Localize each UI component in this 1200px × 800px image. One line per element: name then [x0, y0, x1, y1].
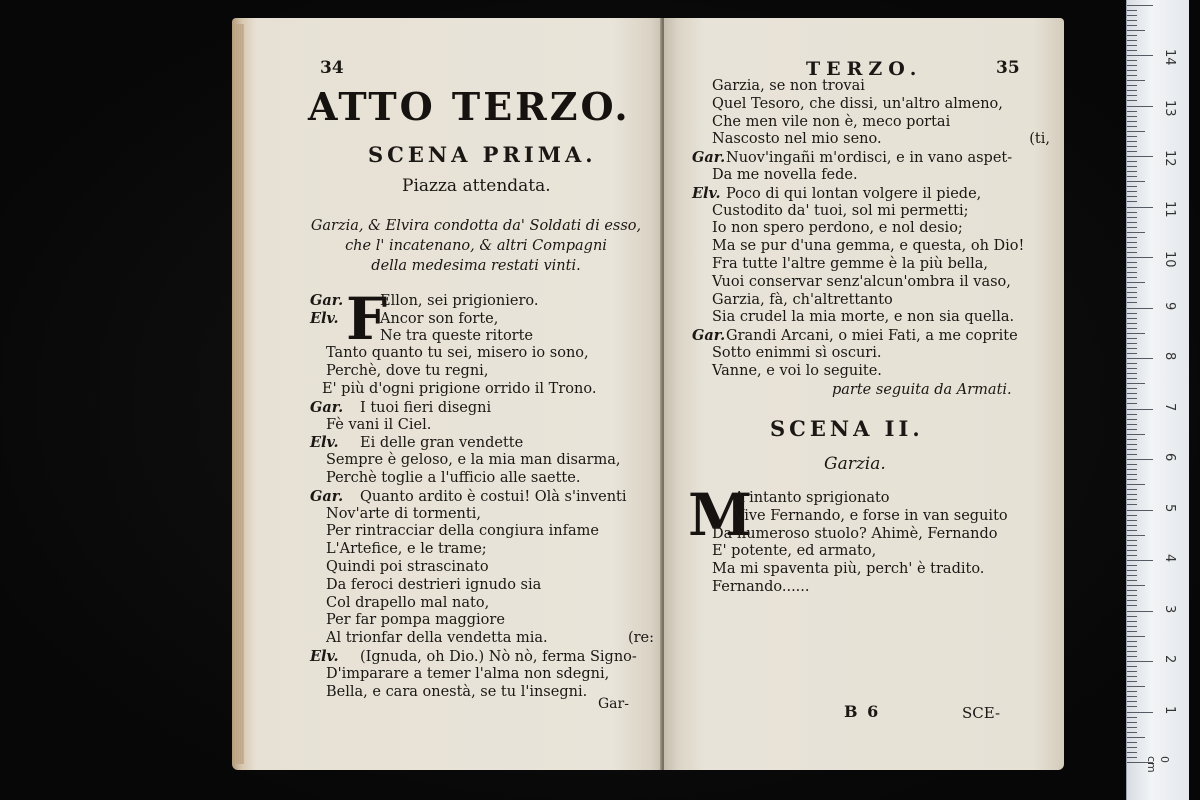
verse-text: L'Artefice, e le trame;	[326, 541, 487, 558]
ruler-tick	[1127, 439, 1137, 440]
turnover-fragment: (ti,	[1029, 131, 1050, 148]
verse-line	[692, 274, 1052, 292]
ruler-tick	[1127, 414, 1137, 415]
ruler-tick	[1127, 237, 1137, 238]
verse-text: Nuov'ingañi m'ordisci, e in vano aspet-	[726, 150, 1013, 167]
exit-direction: parte seguita da Armati.	[832, 382, 1012, 398]
verse-text: Sotto enimmi sì oscuri.	[712, 344, 882, 361]
ruler-tick	[1127, 373, 1137, 374]
ruler-tick	[1127, 737, 1145, 738]
ruler-tick	[1127, 196, 1137, 197]
ruler-tick	[1127, 383, 1145, 384]
verse-text: Quel Tesoro, che dissi, un'altro almeno,	[712, 95, 1003, 112]
ruler-tick	[1127, 681, 1137, 682]
ruler-tick	[1127, 530, 1137, 531]
ruler-tick	[1127, 540, 1137, 541]
ruler-tick	[1127, 706, 1137, 707]
ruler-tick	[1127, 575, 1137, 576]
verse-line	[692, 78, 1052, 96]
ruler-tick	[1127, 747, 1137, 748]
ruler-tick	[1127, 424, 1137, 425]
verse-text: Vanne, e voi lo seguite.	[712, 362, 882, 379]
ruler-tick	[1127, 308, 1153, 309]
ruler-tick	[1127, 378, 1137, 379]
verse-line	[310, 595, 660, 613]
ruler-tick	[1127, 272, 1137, 273]
ruler-tick	[1127, 565, 1137, 566]
verse-text: D'imparare a temer l'alma non sdegni,	[326, 665, 610, 682]
verse-line	[310, 577, 660, 595]
ruler-tick	[1127, 595, 1137, 596]
stage-direction	[296, 216, 656, 276]
ruler-tick	[1127, 494, 1137, 495]
ruler-tick	[1127, 742, 1137, 743]
left-page	[232, 18, 662, 770]
ruler-tick	[1127, 282, 1145, 283]
verse-text: Bella, e cara onestà, se tu l'insegni.	[326, 683, 588, 700]
ruler-tick	[1127, 611, 1153, 612]
ruler-tick	[1127, 338, 1137, 339]
ruler-tick	[1127, 434, 1145, 435]
verse-text: E' potente, ed armato,	[712, 543, 877, 560]
ruler-tick	[1127, 247, 1137, 248]
ruler-label: 13	[1162, 99, 1177, 117]
ruler-label: 12	[1162, 150, 1177, 167]
ruler-tick	[1127, 469, 1137, 470]
verse-line	[310, 452, 660, 470]
ruler-tick	[1127, 656, 1137, 657]
verse-text: Vuoi conservar senz'alcun'ombra il vaso,	[712, 273, 1011, 290]
ruler-label: 4	[1162, 554, 1177, 563]
verse-text: Da numeroso stuolo? Ahimè, Fernando	[712, 525, 998, 542]
ruler-tick	[1127, 752, 1137, 753]
verse-text: Ei delle gran vendette	[360, 435, 524, 452]
ruler-tick	[1127, 151, 1137, 152]
ruler-tick	[1127, 626, 1137, 627]
verse-line	[310, 470, 660, 488]
ruler-tick	[1127, 449, 1137, 450]
drop-cap: M	[688, 481, 753, 549]
ruler-tick	[1127, 217, 1137, 218]
ruler-tick	[1127, 131, 1145, 132]
ruler-tick	[1127, 712, 1153, 713]
verse-text: Grandi Arcani, o miei Fati, a me coprite	[726, 328, 1018, 345]
verse-line	[692, 203, 1052, 221]
verse-text: Da me novella fede.	[712, 166, 858, 183]
ruler-tick	[1127, 161, 1137, 162]
ruler-tick	[1127, 555, 1137, 556]
ruler-tick	[1127, 313, 1137, 314]
ruler-tick	[1127, 520, 1137, 521]
verse-line	[692, 220, 1052, 238]
verse-text: I tuoi fieri disegni	[360, 399, 492, 416]
ruler-tick	[1127, 696, 1137, 697]
ruler-tick	[1127, 732, 1137, 733]
ruler-tick	[1127, 232, 1145, 233]
verse-line	[712, 526, 1052, 544]
speaker-label: Elv.	[310, 647, 339, 665]
stage-direction-line: della medesima restati vinti.	[371, 258, 581, 274]
ruler-tick	[1127, 641, 1137, 642]
ruler-tick	[1127, 504, 1137, 505]
ruler-tick	[1127, 186, 1137, 187]
ruler-tick	[1127, 398, 1137, 399]
ruler-tick	[1127, 393, 1137, 394]
ruler-tick	[1127, 85, 1137, 86]
ruler-tick	[1127, 580, 1137, 581]
ruler-tick	[1127, 409, 1153, 410]
right-page-number: 35	[996, 58, 1020, 78]
ruler-tick	[1127, 60, 1137, 61]
scene-title: SCENA II.	[770, 416, 924, 441]
ruler-tick	[1127, 429, 1137, 430]
drop-cap: F	[346, 285, 388, 353]
ruler-tick	[1127, 146, 1137, 147]
ruler-tick	[1127, 590, 1137, 591]
verse-line	[692, 327, 1052, 345]
ruler-tick	[1127, 262, 1137, 263]
speaker-label: Gar.	[692, 327, 726, 345]
ruler-tick	[1127, 30, 1145, 31]
stage-direction-line: che l' incatenano, & altri Compagni	[345, 238, 607, 254]
ruler-tick	[1127, 499, 1137, 500]
verse-text: (Ignuda, oh Dio.) Nò nò, ferma Signo-	[360, 648, 637, 665]
ruler-tick	[1127, 474, 1137, 475]
ruler-tick	[1127, 479, 1137, 480]
ruler-tick	[1127, 459, 1153, 460]
measurement-ruler	[1126, 0, 1189, 800]
ruler-tick	[1127, 277, 1137, 278]
ruler-tick	[1127, 444, 1137, 445]
verse-line	[310, 506, 660, 524]
ruler-tick	[1127, 257, 1153, 258]
verse-line	[692, 185, 1052, 203]
right-page	[664, 18, 1064, 770]
verse-lines	[310, 285, 660, 701]
ruler-tick	[1127, 20, 1137, 21]
open-book	[232, 18, 1064, 778]
verse-text: E' più d'ogni prigione orrido il Trono.	[322, 380, 597, 397]
verse-line	[712, 508, 1052, 526]
verse-text: Vive Fernando, e forse in van seguito	[734, 507, 1008, 524]
verse-text: Che men vile non è, meco portai	[712, 113, 951, 130]
verse-text: Fernando......	[712, 578, 810, 595]
running-head: TERZO.	[806, 58, 923, 80]
verse-text: Per far pompa maggiore	[326, 612, 505, 629]
ruler-tick	[1127, 95, 1137, 96]
ruler-tick	[1127, 646, 1137, 647]
ruler-tick	[1127, 368, 1137, 369]
signature-mark: B 6	[844, 702, 881, 721]
ruler-tick	[1127, 535, 1145, 536]
verse-line	[712, 490, 1052, 508]
ruler-tick	[1127, 489, 1137, 490]
verse-line	[692, 345, 1052, 363]
ruler-tick	[1127, 111, 1137, 112]
place-heading: Piazza attendata.	[402, 176, 551, 196]
ruler-tick	[1127, 454, 1137, 455]
ruler-tick	[1127, 722, 1137, 723]
verse-line	[310, 541, 660, 559]
verse-text: Sempre è geloso, e la mia man disarma,	[326, 452, 621, 469]
ruler-tick	[1127, 691, 1137, 692]
verse-text: Poco di qui lontan volgere il piede,	[726, 185, 982, 202]
speaker-label: Gar.	[692, 149, 726, 167]
ruler-tick	[1127, 176, 1137, 177]
ruler-tick	[1127, 75, 1137, 76]
ruler-tick	[1127, 287, 1137, 288]
ruler-label: 2	[1162, 655, 1177, 664]
ruler-tick	[1127, 358, 1153, 359]
verse-line	[692, 131, 1052, 149]
verse-line	[692, 363, 1052, 381]
verse-line	[692, 149, 1052, 167]
ruler-tick	[1127, 510, 1153, 511]
ruler-tick	[1127, 631, 1137, 632]
ruler-tick	[1127, 403, 1137, 404]
verse-text: Io non spero perdono, e nol desio;	[712, 220, 963, 237]
verse-line	[310, 612, 660, 630]
ruler-tick	[1127, 328, 1137, 329]
ruler-tick	[1127, 15, 1137, 16]
ruler-tick	[1127, 222, 1137, 223]
ruler-tick	[1127, 136, 1137, 137]
ruler-tick	[1127, 45, 1137, 46]
ruler-tick	[1127, 525, 1137, 526]
verse-text: A intanto sprigionato	[734, 490, 890, 506]
verse-text: Quanto ardito è costui! Olà s'inventi	[360, 488, 627, 505]
ruler-label: 9	[1162, 301, 1177, 310]
verse-text: Ancor son forte,	[380, 310, 499, 327]
ruler-tick	[1127, 50, 1137, 51]
verse-line	[310, 648, 660, 666]
ruler-label: 8	[1162, 352, 1177, 361]
ruler-tick	[1127, 757, 1137, 758]
ruler-tick	[1127, 353, 1137, 354]
ruler-tick	[1127, 242, 1137, 243]
ruler-tick	[1127, 191, 1137, 192]
ruler-tick	[1127, 484, 1145, 485]
ruler-tick	[1127, 621, 1137, 622]
ruler-tick	[1127, 676, 1137, 677]
ruler-tick	[1127, 661, 1153, 662]
ruler-label: 14	[1162, 49, 1177, 66]
ruler-tick	[1127, 297, 1137, 298]
stage-direction-line: Garzia, & Elvira condotta da' Soldati di esso,	[310, 218, 642, 234]
ruler-tick	[1127, 686, 1145, 687]
verse-line	[310, 292, 660, 310]
act-title: ATTO TERZO.	[308, 84, 631, 129]
ruler-tick	[1127, 100, 1137, 101]
ruler-tick	[1127, 267, 1137, 268]
verse-text: Ma se pur d'una gemma, e questa, oh Dio!	[712, 238, 1025, 255]
speaker-label: Gar.	[310, 487, 344, 505]
ruler-tick	[1127, 343, 1137, 344]
ruler-tick	[1127, 156, 1153, 157]
verse-line	[310, 399, 660, 417]
ruler-tick	[1127, 121, 1137, 122]
ruler-tick	[1127, 302, 1137, 303]
scene-character: Garzia.	[824, 454, 886, 474]
catchword: SCE-	[962, 704, 1001, 722]
verse-lines	[692, 78, 1052, 381]
ruler-tick	[1127, 464, 1137, 465]
ruler-tick	[1127, 106, 1153, 107]
verse-text: Al trionfar della vendetta mia.	[326, 630, 548, 647]
verse-lines	[712, 490, 1052, 597]
ruler-tick	[1127, 550, 1137, 551]
verse-text: Sia crudel la mia morte, e non sia quella.	[712, 309, 1015, 326]
ruler-tick	[1127, 35, 1137, 36]
ruler-tick	[1127, 600, 1137, 601]
ruler-tick	[1127, 166, 1137, 167]
verse-line	[692, 256, 1052, 274]
verse-line	[310, 381, 660, 399]
verse-text: Col drapello mal nato,	[326, 594, 490, 611]
verse-line	[692, 292, 1052, 310]
ruler-tick	[1127, 25, 1137, 26]
verse-text: Ellon, sei prigioniero.	[380, 293, 539, 309]
ruler-tick	[1127, 201, 1137, 202]
verse-line	[712, 561, 1052, 579]
verse-text: Quindi poi strascinato	[326, 558, 489, 575]
page-edge-stack	[234, 24, 244, 764]
ruler-tick	[1127, 70, 1137, 71]
ruler-tick	[1127, 126, 1137, 127]
ruler-label: 1	[1162, 705, 1177, 714]
verse-text: Nascosto nel mio seno.	[712, 131, 882, 148]
verse-text: Ne tra queste ritorte	[380, 327, 534, 344]
ruler-tick	[1127, 323, 1137, 324]
ruler-label: 11	[1162, 200, 1177, 218]
speaker-label: Elv.	[310, 309, 339, 327]
verse-text: Ma mi spaventa più, perch' è tradito.	[712, 561, 985, 578]
ruler-tick	[1127, 207, 1153, 208]
ruler-tick	[1127, 90, 1137, 91]
ruler-label: 10	[1162, 251, 1177, 268]
scene-title: SCENA PRIMA.	[368, 142, 597, 167]
verse-text: Perchè toglie a l'ufficio alle saette.	[326, 469, 581, 486]
catchword: Gar-	[598, 696, 629, 712]
verse-text: Perchè, dove tu regni,	[326, 363, 489, 380]
ruler-tick	[1127, 605, 1137, 606]
verse-text: Garzia, se non trovai	[712, 78, 865, 94]
verse-line	[310, 417, 660, 435]
speaker-label: Elv.	[310, 434, 339, 452]
ruler-tick	[1127, 10, 1137, 11]
verse-text: Nov'arte di tormenti,	[326, 505, 481, 522]
speaker-label: Gar.	[310, 398, 344, 416]
verse-line	[310, 630, 660, 648]
ruler-label: 5	[1162, 503, 1177, 512]
ruler-tick	[1127, 292, 1137, 293]
verse-line	[310, 310, 660, 328]
ruler-tick	[1127, 318, 1137, 319]
verse-line	[310, 434, 660, 452]
ruler-tick	[1127, 227, 1137, 228]
verse-line	[692, 167, 1052, 185]
verse-line	[310, 345, 660, 363]
verse-text: Garzia, fà, ch'altrettanto	[712, 291, 893, 308]
ruler-tick	[1127, 363, 1137, 364]
ruler-label: 3	[1162, 604, 1177, 613]
ruler-tick	[1127, 651, 1137, 652]
verse-text: Fè vani il Ciel.	[326, 416, 432, 433]
ruler-tick	[1127, 570, 1137, 571]
ruler-tick	[1127, 717, 1137, 718]
verse-line	[310, 523, 660, 541]
verse-text: Custodito da' tuoi, sol mi permetti;	[712, 202, 969, 219]
ruler-tick	[1127, 348, 1137, 349]
ruler-tick	[1127, 560, 1153, 561]
speaker-label: Gar.	[310, 292, 344, 309]
ruler-tick	[1127, 616, 1137, 617]
verse-line	[692, 96, 1052, 114]
ruler-tick	[1127, 252, 1137, 253]
verse-line	[692, 309, 1052, 327]
ruler-tick	[1127, 545, 1137, 546]
verse-line	[310, 488, 660, 506]
verse-line	[310, 666, 660, 684]
ruler-tick	[1127, 5, 1153, 6]
ruler-tick	[1127, 212, 1137, 213]
left-page-number: 34	[320, 58, 344, 78]
ruler-label: 7	[1162, 402, 1177, 411]
speaker-label: Elv.	[692, 184, 721, 202]
ruler-unit: 0 cm	[1145, 756, 1171, 773]
ruler-tick	[1127, 80, 1145, 81]
ruler-tick	[1127, 727, 1137, 728]
verse-text: Tanto quanto tu sei, misero io sono,	[326, 345, 589, 362]
verse-text: Da feroci destrieri ignudo sia	[326, 576, 542, 593]
ruler-tick	[1127, 515, 1137, 516]
verse-text: Per rintracciar della congiura infame	[326, 523, 599, 540]
ruler-tick	[1127, 666, 1137, 667]
ruler-tick	[1127, 333, 1145, 334]
ruler-tick	[1127, 141, 1137, 142]
ruler-label: 6	[1162, 453, 1177, 462]
verse-line	[712, 543, 1052, 561]
ruler-tick	[1127, 671, 1137, 672]
verse-line	[310, 328, 660, 346]
verse-line	[310, 559, 660, 577]
verse-line	[712, 579, 1052, 597]
ruler-tick	[1127, 65, 1137, 66]
verse-line	[310, 363, 660, 381]
ruler-tick	[1127, 171, 1137, 172]
ruler-tick	[1127, 116, 1137, 117]
ruler-tick	[1127, 55, 1153, 56]
turnover-fragment: (re:	[627, 630, 654, 647]
ruler-tick	[1127, 40, 1137, 41]
ruler-tick	[1127, 636, 1145, 637]
verse-line	[692, 114, 1052, 132]
ruler-tick	[1127, 388, 1137, 389]
verse-text: Fra tutte l'altre gemme è la più bella,	[712, 255, 989, 272]
ruler-tick	[1127, 585, 1145, 586]
ruler-tick	[1127, 701, 1137, 702]
verse-line	[692, 238, 1052, 256]
ruler-tick	[1127, 419, 1137, 420]
ruler-tick	[1127, 181, 1145, 182]
